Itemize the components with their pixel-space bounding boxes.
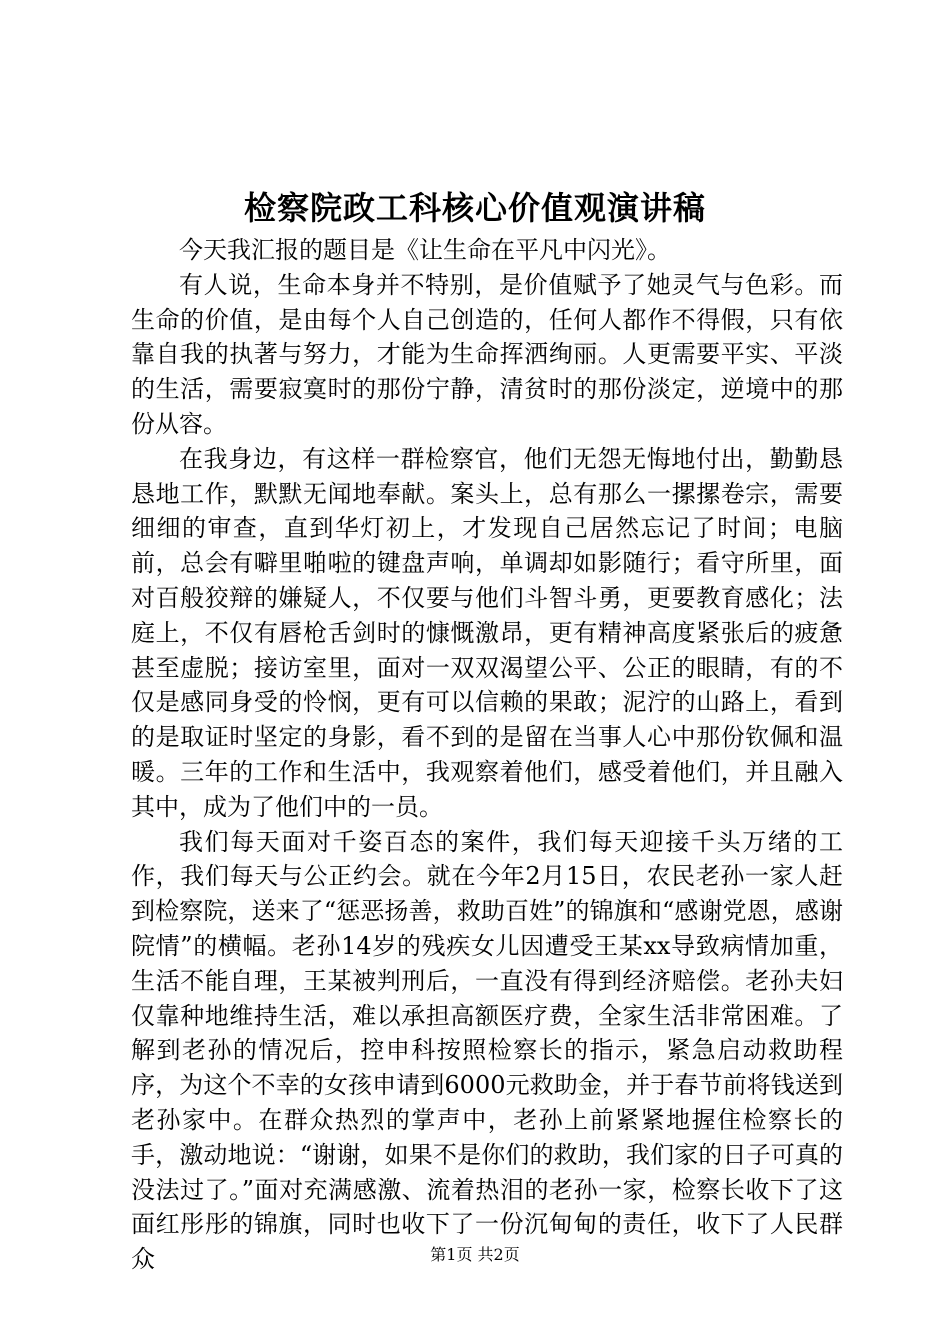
document-title: 检察院政工科核心价值观演讲稿 — [243, 189, 706, 227]
paragraph-intro: 今天我汇报的题目是《让生命在平凡中闪光》。 — [179, 236, 671, 264]
paragraph-case-story: 我们每天面对千姿百态的案件，我们每天迎接千头万绪的工作，我们每天与公正约会。就在今年2月15日，农民老孙一家人赶到检察院，送来了“惩恶扬善，救助百姓”的锦旗和“感谢党恩，感谢院情”的横幅。老孙14岁的残疾女儿因遭受王某xx导致病情加重，生活不能自理，王某被判刑后，一直没有得到经济赔偿。老孙夫妇仅靠种地维持生活，难以承担高额医疗费，全家生活非常困难。了解到老孙的情况后，控申科按照检察长的指示，紧急启动救助程序，为这个不幸的女孩申请到6000元救助金，并于春节前将钱送到老孙家中。在群众热烈的掌声中，老孙上前紧紧地握住检察长的手，激动地说：“谢谢，如果不是你们的救助，我们家的日子可真的没法过了。”面对充满感激、流着热泪的老孙一家，检察长收下了这面红彤彤的锦旗，同时也收下了一份沉甸甸的责任，收下了人民群众 — [131, 827, 843, 1274]
paragraph-life-value: 有人说，生命本身并不特别，是价值赋予了她灵气与色彩。而生命的价值，是由每个人自己创造的，任何人都作不得假，只有依靠自我的执著与努力，才能为生命挥洒绚丽。人更需要平实、平淡的生活，需要寂寞时的那份宁静，清贫时的那份淡定，逆境中的那份从容。 — [131, 270, 843, 438]
paragraph-prosecutors: 在我身边，有这样一群检察官，他们无怨无悔地付出，勤勤恳恳地工作，默默无闻地奉献。案头上，总有那么一摞摞卷宗，需要细细的审查，直到华灯初上，才发现自己居然忘记了时间；电脑前，总会有噼里啪啦的键盘声响，单调却如影随行；看守所里，面对百般狡辩的嫌疑人，不仅要与他们斗智斗勇，更要教育感化；法庭上，不仅有唇枪舌剑时的慷慨激昂，更有精神高度紧张后的疲惫甚至虚脱；接访室里，面对一双双渴望公平、公正的眼睛，有的不仅是感同身受的怜悯，更有可以信赖的果敢；泥泞的山路上，看到的是取证时坚定的身影，看不到的是留在当事人心中那份钦佩和温暖。三年的工作和生活中，我观察着他们，感受着他们，并且融入其中，成为了他们中的一员。 — [131, 444, 843, 821]
document-body — [131, 233, 843, 1277]
page-number-footer: 第1页 共2页 — [430, 1245, 520, 1264]
